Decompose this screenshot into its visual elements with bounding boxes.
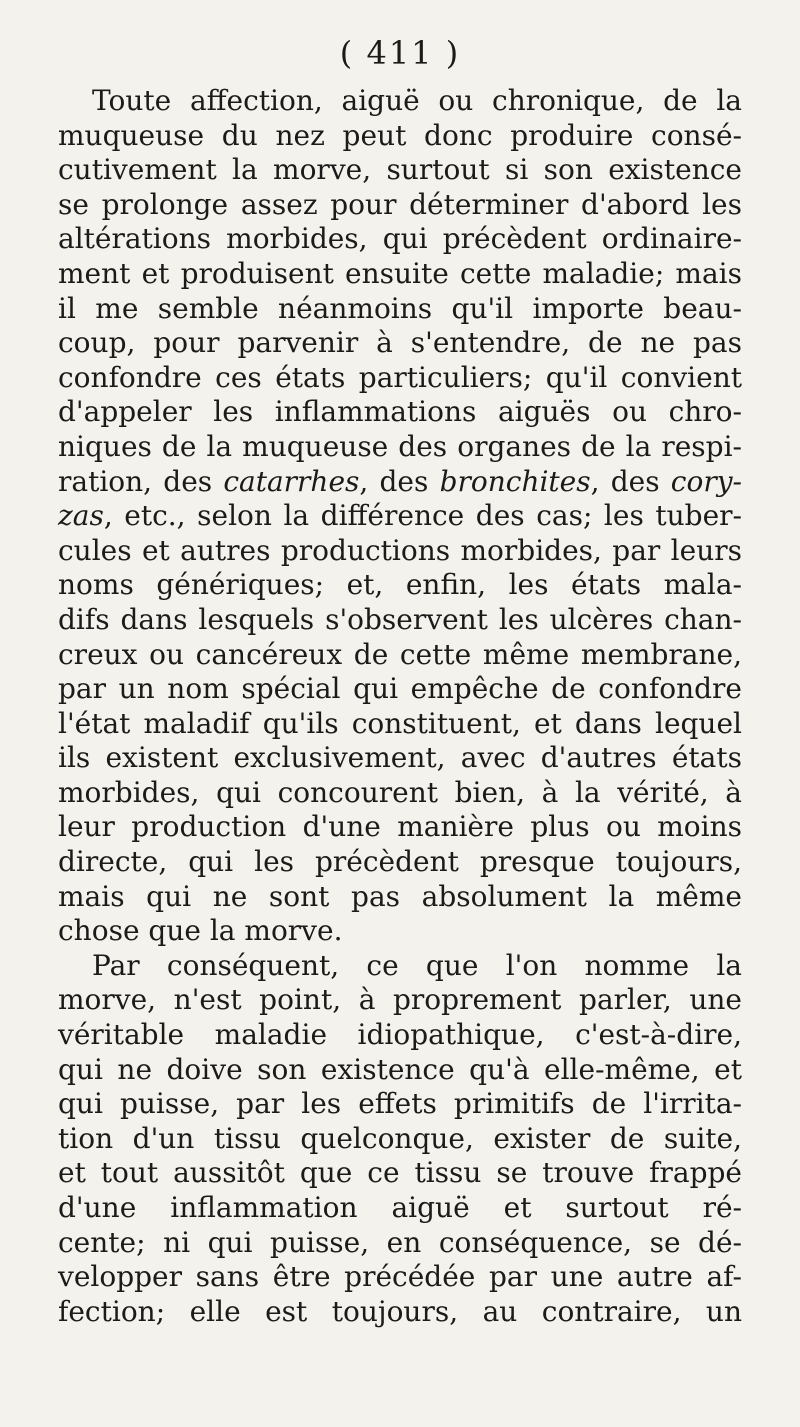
text-line: ils existent exclusivement, avec d'autres états [58, 741, 742, 775]
text-line: ration, des catarrhes, des bronchites, des cory- [58, 464, 742, 498]
text-line: ment et produisent ensuite cette maladie; mais [58, 256, 742, 290]
text-line: morve, n'est point, à proprement parler, une [58, 983, 742, 1017]
paragraph-1 [58, 84, 742, 949]
body-text [58, 84, 742, 1329]
text-line: et tout aussitôt que ce tissu se trouve frappé [58, 1156, 742, 1190]
text-line: Toute affection, aiguë ou chronique, de la [92, 84, 742, 117]
text-line: l'état maladif qu'ils constituent, et dans lequel [58, 706, 742, 740]
text-line: morbides, qui concourent bien, à la vérité, à [58, 775, 742, 809]
text-line: niques de la muqueuse des organes de la respi- [58, 429, 742, 463]
text-line: confondre ces états particuliers; qu'il convient [58, 360, 742, 394]
text-line: velopper sans être précédée par une autre af- [58, 1260, 742, 1294]
text-line: leur production d'une manière plus ou moins [58, 810, 742, 844]
page-number: ( 411 ) [339, 34, 461, 72]
text-line: cente; ni qui puisse, en conséquence, se dé- [58, 1225, 742, 1259]
text-line: coup, pour parvenir à s'entendre, de ne pas [58, 326, 742, 360]
text-line: fection; elle est toujours, au contraire, un [58, 1294, 742, 1328]
text-line: mais qui ne sont pas absolument la même [58, 879, 742, 913]
text-line: muqueuse du nez peut donc produire consé- [58, 118, 742, 152]
text-line: d'appeler les inflammations aiguës ou chro- [58, 395, 742, 429]
text-line: il me semble néanmoins qu'il importe beau- [58, 291, 742, 325]
text-line: Par conséquent, ce que l'on nomme la [92, 948, 742, 982]
text-line: par un nom spécial qui empêche de confondre [58, 672, 742, 706]
text-line: qui puisse, par les effets primitifs de l'irrita- [58, 1087, 742, 1121]
text-line: creux ou cancéreux de cette même membrane, [58, 637, 742, 671]
text-line: chose que la morve. [58, 914, 343, 948]
text-line: cules et autres productions morbides, par leurs [58, 533, 742, 567]
text-line: cutivement la morve, surtout si son existence [58, 153, 742, 187]
text-line: directe, qui les précèdent presque toujours, [58, 845, 742, 879]
text-line: véritable maladie idiopathique, c'est-à-dire, [58, 1018, 742, 1052]
text-line: tion d'un tissu quelconque, exister de suite, [58, 1121, 742, 1155]
text-line: altérations morbides, qui précèdent ordinaire- [58, 222, 742, 256]
text-line: noms génériques; et, enfin, les états mala- [58, 568, 742, 602]
text-line: qui ne doive son existence qu'à elle-même, et [58, 1052, 742, 1086]
paragraph-2 [58, 949, 742, 1330]
text-line: zas, etc., selon la différence des cas; les tuber- [58, 499, 742, 533]
text-line: difs dans lesquels s'observent les ulcères chan- [58, 602, 742, 636]
text-line: d'une inflammation aiguë et surtout ré- [58, 1191, 742, 1224]
text-line: se prolonge assez pour déterminer d'abord les [58, 187, 742, 221]
